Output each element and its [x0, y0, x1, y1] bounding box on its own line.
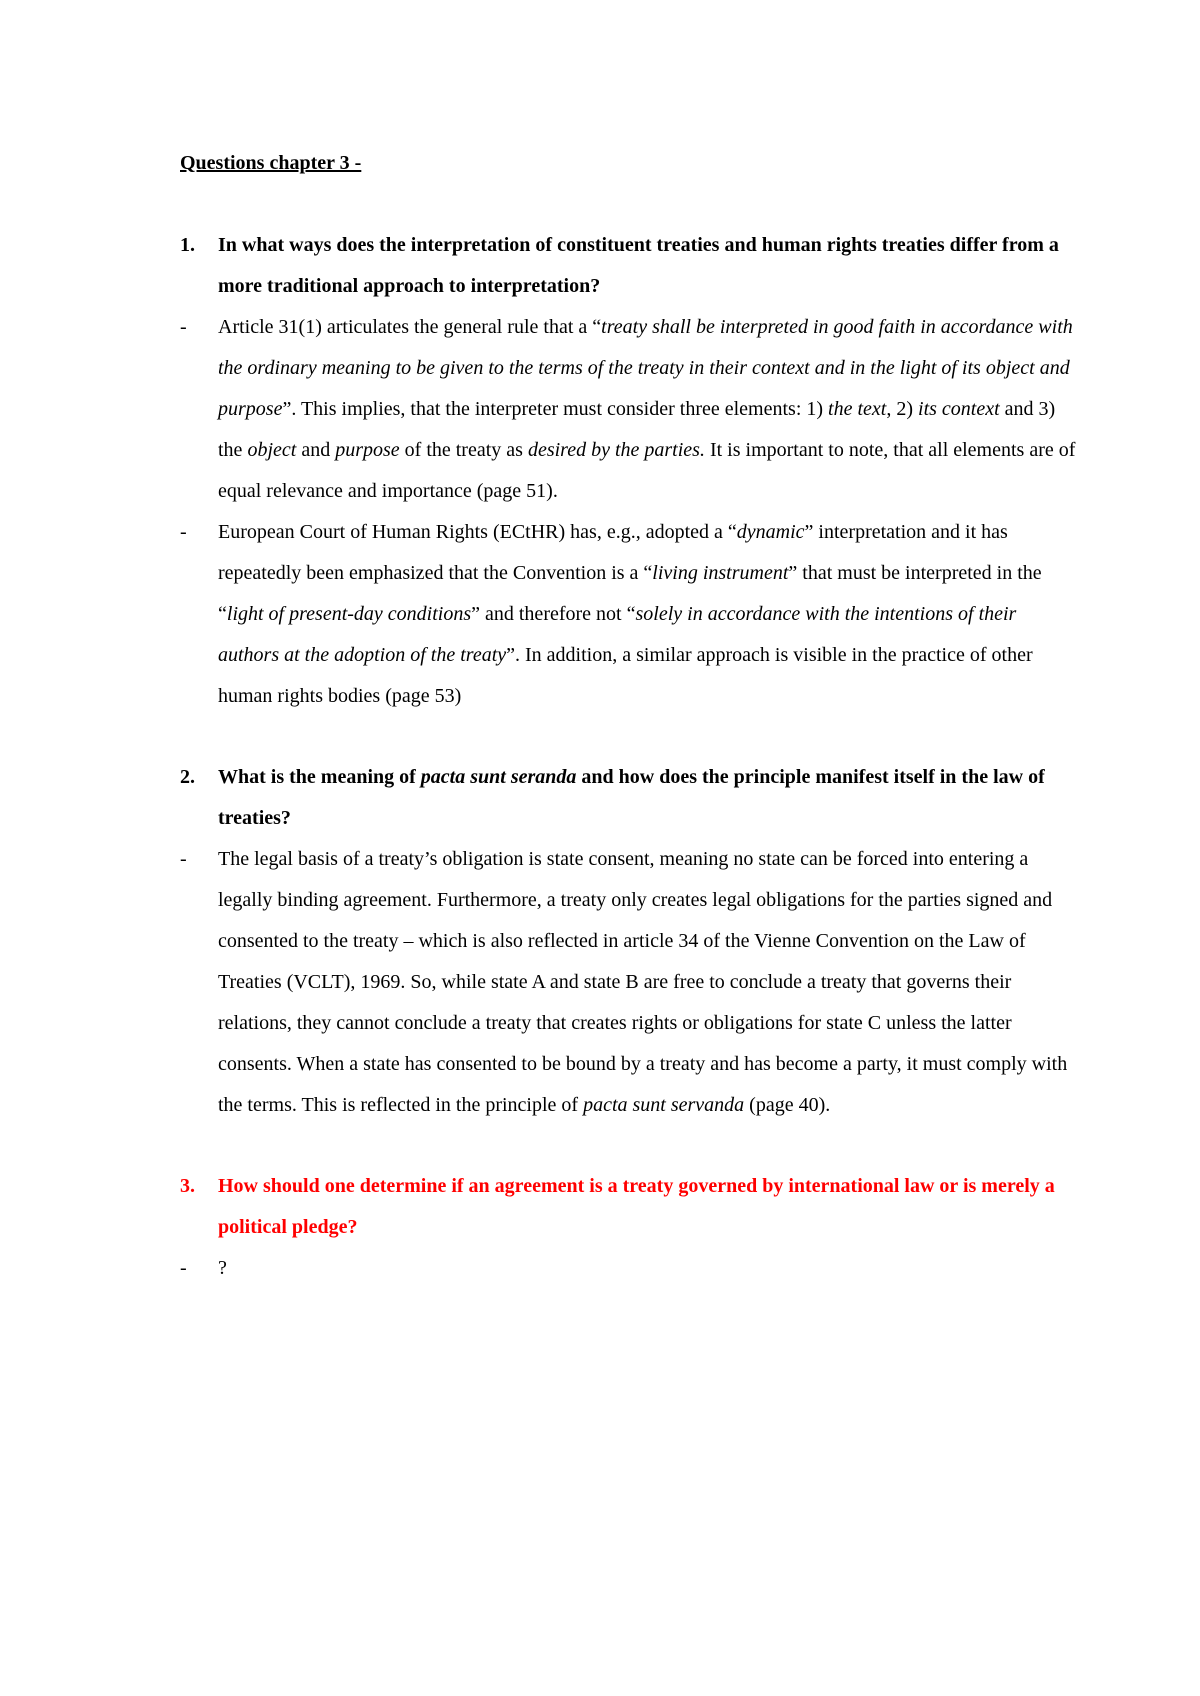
answer-text: ” interpretation and it has repeatedly been emphasized that the Convention is a “	[218, 521, 1008, 584]
answer-text: ” that must be interpreted in the “	[218, 562, 1042, 625]
answer-text: and 3) the	[218, 398, 1056, 461]
question-emphasis: pacta sunt seranda	[420, 766, 577, 788]
answer-emphasis: light of present-day conditions	[226, 603, 472, 625]
answer-emphasis: dynamic	[736, 521, 805, 543]
list-dash: -	[180, 316, 187, 338]
answer-1-2	[180, 512, 1080, 717]
question-number: 3.	[180, 1175, 195, 1197]
answer-text: , 2)	[886, 398, 919, 420]
question-text: and how does the principle manifest itself in the law of treaties?	[218, 766, 1045, 829]
question-number: 2.	[180, 766, 195, 788]
question-text: How should one determine if an agreement is a treaty governed by international law or is merely a political pledge?	[218, 1175, 1055, 1238]
answer-text: of the treaty as	[399, 439, 528, 461]
answer-emphasis: object	[247, 439, 297, 461]
list-dash: -	[180, 848, 187, 870]
answer-text: ” and therefore not “	[471, 603, 636, 625]
answer-emphasis: purpose	[335, 439, 400, 461]
answer-text: It is important to note, that all elements are of equal relevance and importance (page 51).	[218, 439, 1076, 502]
answer-emphasis: its context	[918, 398, 1000, 420]
answer-text: ?	[218, 1257, 227, 1279]
list-dash: -	[180, 1257, 187, 1279]
answer-emphasis: the text	[828, 398, 887, 420]
question-2	[180, 757, 1080, 839]
list-dash: -	[180, 521, 187, 543]
question-1	[180, 225, 1080, 307]
answer-text: ”. In addition, a similar approach is visible in the practice of other human rights bodies (page 53)	[218, 644, 1033, 707]
answer-3-1	[180, 1248, 1080, 1289]
question-3	[180, 1166, 1080, 1248]
answer-emphasis: pacta sunt servanda	[583, 1094, 745, 1116]
answer-text: ”. This implies, that the interpreter must consider three elements: 1)	[282, 398, 829, 420]
question-text: What is the meaning of	[218, 766, 421, 788]
answer-text: and	[296, 439, 336, 461]
answer-text: The legal basis of a treaty’s obligation is state consent, meaning no state can be forced into entering a legally binding agreement. Furthermore, a treaty only creates legal obligations for the parties signed and consented to the treaty – which is also reflected in article 34 of the Vienne Convention on the Law of Treaties (VCLT), 1969. So, while state A and state B are free to conclude a treaty that governs their relations, they cannot conclude a treaty that creates rights or obligations for state C unless the latter consents. When a state has consented to be bound by a treaty and has become a party, it must comply with the terms. This is reflected in the principle of	[218, 848, 1068, 1116]
answer-emphasis: solely in accordance with the intentions of their authors at the adoption of the treaty	[218, 603, 1017, 666]
question-text: In what ways does the interpretation of constituent treaties and human rights treaties differ from a more traditional approach to interpretation?	[218, 234, 1059, 297]
answer-text: Article 31(1) articulates the general rule that a “	[218, 316, 602, 338]
answer-emphasis: living instrument	[652, 562, 789, 584]
answer-text: European Court of Human Rights (ECtHR) has, e.g., adopted a “	[218, 521, 737, 543]
answer-2-1	[180, 839, 1080, 1126]
document-title: Questions chapter 3 -	[180, 152, 362, 174]
question-number: 1.	[180, 234, 195, 256]
document-page	[180, 143, 1080, 1289]
answer-quote: treaty shall be interpreted in good faith in accordance with the ordinary meaning to be given to the terms of the treaty in their context and in the light of its object and purpose	[218, 316, 1073, 420]
answer-emphasis: desired by the parties.	[527, 439, 705, 461]
answer-text: (page 40).	[744, 1094, 831, 1116]
answer-1-1	[180, 307, 1080, 512]
